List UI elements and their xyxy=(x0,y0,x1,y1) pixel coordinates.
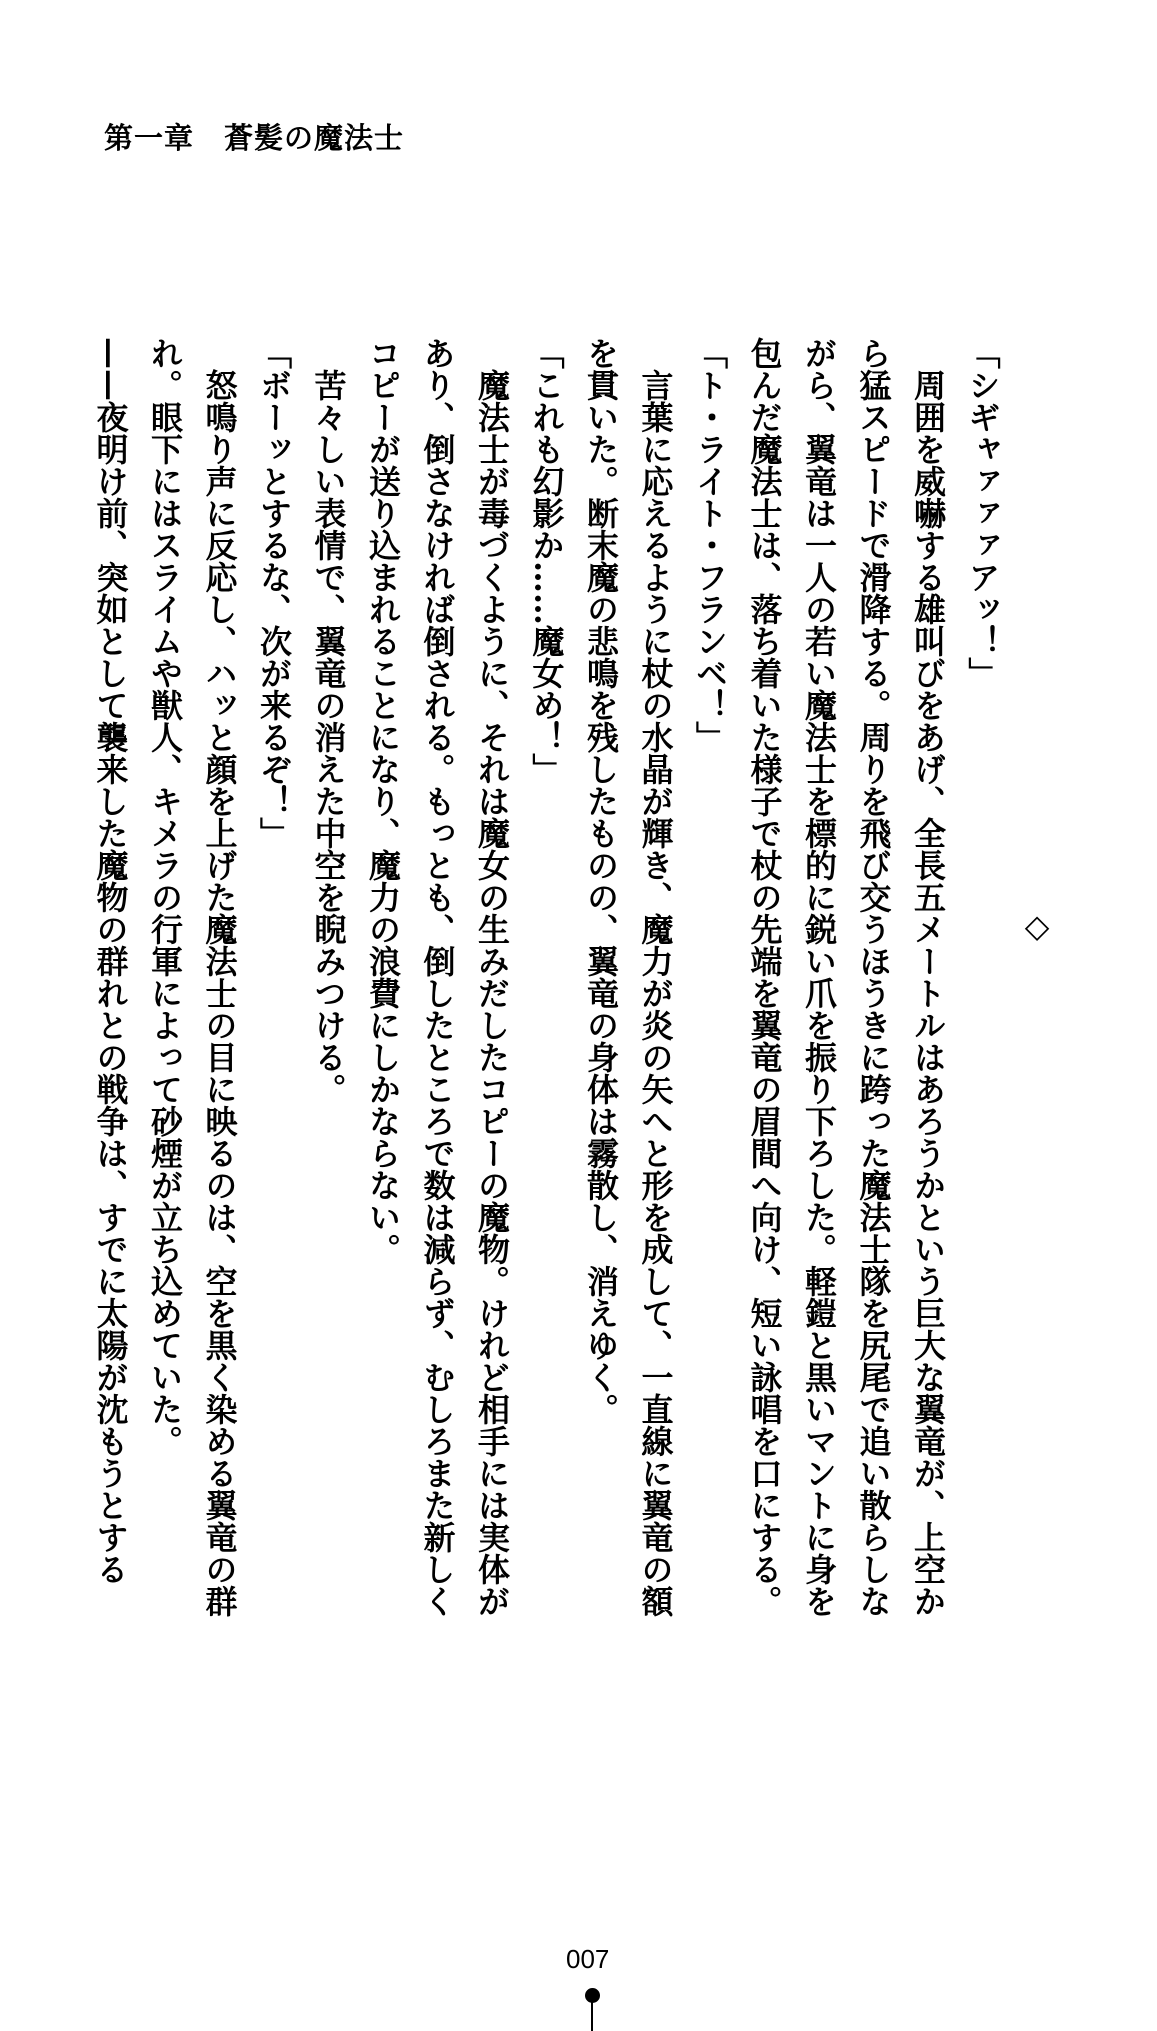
text-column: がら、翼竜は一人の若い魔法士を標的に鋭い爪を振り下ろした。軽鎧と黒いマントに身を xyxy=(800,337,838,1617)
text-column: ——夜明け前、突如として襲来した魔物の群れとの戦争は、すでに太陽が沈もうとする xyxy=(91,337,130,1585)
text-column: を貫いた。断末魔の悲鳴を残したものの、翼竜の身体は霧散し、消えゆく。 xyxy=(582,337,620,1425)
page-marker-line xyxy=(591,2000,593,2031)
text-column: 怒鳴り声に反応し、ハッと顔を上げた魔法士の目に映るのは、空を黒く染める翼竜の群 xyxy=(200,369,239,1617)
scene-break-mark: ◇ xyxy=(1018,907,1056,945)
page-number: 007 xyxy=(566,1944,610,1974)
text-column: 魔法士が毒づくように、それは魔女の生みだしたコピーの魔物。けれど相手には実体が xyxy=(473,369,511,1617)
text-column: ら猛スピードで滑降する。周りを飛び交うほうきに跨った魔法士隊を尻尾で追い散らしな xyxy=(854,337,893,1617)
text-column: 周囲を威嚇する雄叫びをあげ、全長五メートルはあろうかという巨大な翼竜が、上空か xyxy=(909,369,947,1617)
chapter-header: 第一章 蒼髪の魔法士 xyxy=(104,121,405,155)
body-text xyxy=(83,337,1064,1637)
text-column: 苦々しい表情で、翼竜の消えた中空を睨みつける。 xyxy=(309,369,348,1105)
text-column: 包んだ魔法士は、落ち着いた様子で杖の先端を翼竜の眉間へ向け、短い詠唱を口にする。 xyxy=(745,337,784,1617)
text-column: 「ボーッとするな、次が来るぞ！」 xyxy=(255,337,293,849)
text-column: れ。眼下にはスライムや獣人、キメラの行軍によって砂煙が立ち込めていた。 xyxy=(146,337,184,1457)
text-column: 「これも幻影か……魔女め！」 xyxy=(527,337,566,785)
text-column: 「ト・ライト・フランベ！」 xyxy=(691,337,729,753)
text-column: 言葉に応えるように杖の水晶が輝き、魔力が炎の矢へと形を成して、一直線に翼竜の額 xyxy=(636,369,675,1617)
text-column: コピーが送り込まれることになり、魔力の浪費にしかならない。 xyxy=(364,337,402,1265)
text-column: 「シギャァァァアッ！」 xyxy=(963,337,1002,689)
text-column: あり、倒さなければ倒される。もっとも、倒したところで数は減らず、むしろまた新しく xyxy=(418,337,457,1617)
